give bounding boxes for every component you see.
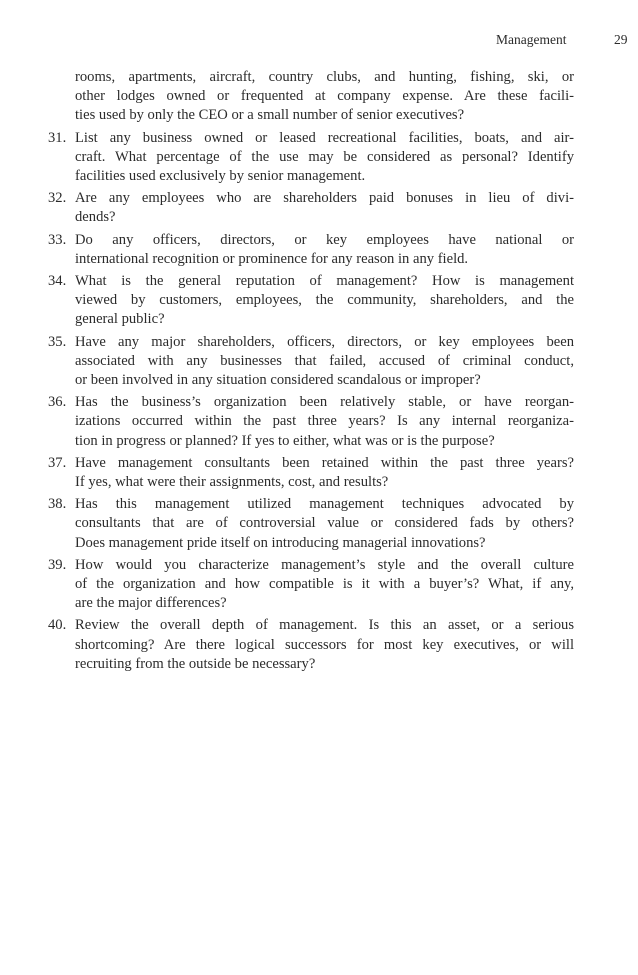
text-line: Has this management utilized management techniques advocated by <box>75 496 574 513</box>
item-number: 38. <box>48 496 67 513</box>
text-line: Have any major shareholders, officers, directors, or key employees been <box>75 333 574 350</box>
text-line: List any business owned or leased recreational facilities, boats, and air- <box>75 129 574 146</box>
question-list <box>48 129 574 674</box>
page-number: 29 <box>614 32 628 47</box>
text-line: Are any employees who are shareholders paid bonuses in lieu of divi- <box>75 190 574 207</box>
list-item <box>48 495 574 553</box>
list-item <box>48 454 574 492</box>
text-line: other lodges owned or frequented at company expense. Are these facili- <box>75 88 574 105</box>
item-number: 36. <box>48 394 67 411</box>
text-line: Have management consultants been retained within the past three years? <box>75 454 574 471</box>
list-item <box>48 616 574 674</box>
list-item <box>48 556 574 614</box>
text-line: ties used by only the CEO or a small number of senior executives? <box>75 107 465 124</box>
text-line: How would you characterize management’s style and the overall culture <box>75 556 574 573</box>
text-line: tion in progress or planned? If yes to either, what was or is the purpose? <box>75 432 495 449</box>
page-body <box>48 68 574 674</box>
text-line: rooms, apartments, aircraft, country clubs, and hunting, fishing, ski, or <box>75 69 574 85</box>
continued-item-text <box>48 68 574 126</box>
list-item <box>48 231 574 269</box>
text-line: consultants that are of controversial value or considered fads by others? <box>75 515 574 532</box>
item-number: 34. <box>48 273 67 290</box>
list-item <box>48 333 574 391</box>
text-line: Does management pride itself on introducing managerial innovations? <box>75 534 486 551</box>
item-number: 31. <box>48 129 67 146</box>
item-number: 32. <box>48 190 67 207</box>
text-line: dends? <box>75 209 116 226</box>
item-number: 35. <box>48 333 67 350</box>
text-line: recruiting from the outside be necessary? <box>75 655 316 672</box>
list-item <box>48 272 574 330</box>
running-header-title: Management <box>496 32 567 47</box>
text-line: of the organization and how compatible is it with a buyer’s? What, if any, <box>75 576 574 593</box>
list-item <box>48 189 574 227</box>
list-item <box>48 393 574 451</box>
item-number: 39. <box>48 556 67 573</box>
text-line: associated with any businesses that failed, accused of criminal conduct, <box>75 352 574 369</box>
item-number: 40. <box>48 617 67 634</box>
text-line: If yes, what were their assignments, cost, and results? <box>75 474 389 491</box>
running-header <box>0 32 638 52</box>
text-line: Review the overall depth of management. Is this an asset, or a serious <box>75 617 574 634</box>
item-number: 37. <box>48 454 67 471</box>
list-item <box>48 129 574 187</box>
text-line: facilities used exclusively by senior management. <box>75 168 366 185</box>
item-number: 33. <box>48 231 67 248</box>
text-line: What is the general reputation of management? How is management <box>75 273 574 290</box>
text-line: are the major differences? <box>75 595 227 612</box>
text-line: shortcoming? Are there logical successors for most key executives, or will <box>75 636 574 653</box>
text-line: izations occurred within the past three years? Is any internal reorganiza- <box>75 413 574 430</box>
text-line: craft. What percentage of the use may be considered as personal? Identify <box>75 148 574 165</box>
text-line: viewed by customers, employees, the community, shareholders, and the <box>75 292 574 309</box>
text-line: general public? <box>75 311 165 328</box>
text-line: or been involved in any situation considered scandalous or improper? <box>75 372 481 389</box>
text-line: Do any officers, directors, or key employees have national or <box>75 231 574 248</box>
text-line: international recognition or prominence for any reason in any field. <box>75 250 469 267</box>
text-line: Has the business’s organization been relatively stable, or have reorgan- <box>75 394 574 411</box>
